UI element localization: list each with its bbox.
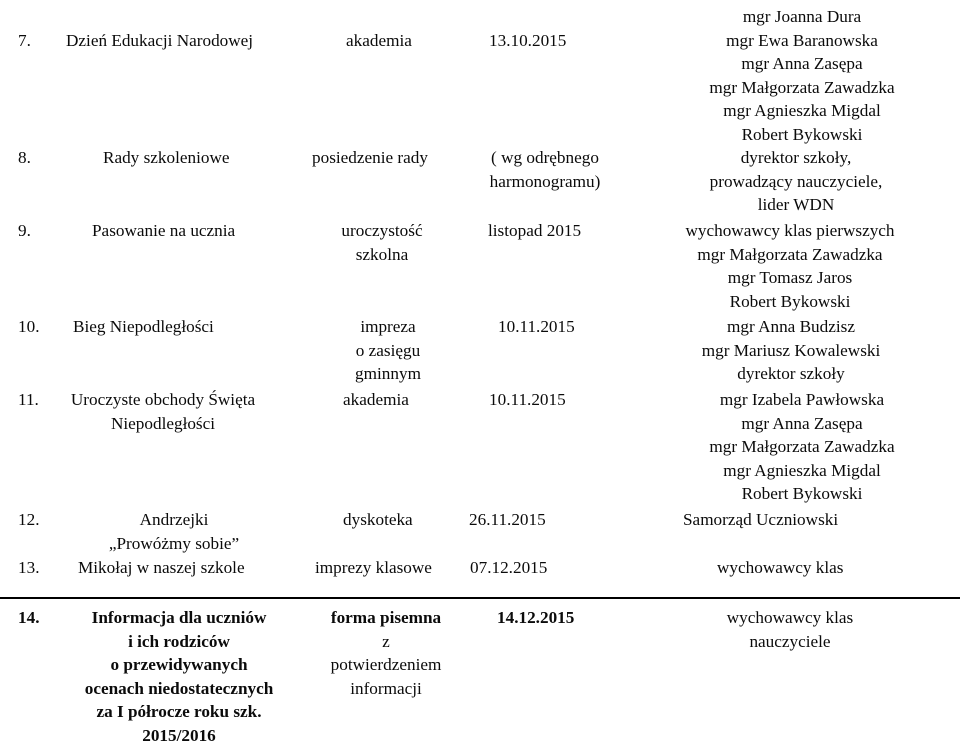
row-13-form: imprezy klasowe bbox=[315, 558, 432, 577]
row-14-event-line: 2015/2016 bbox=[142, 725, 216, 745]
row-13-responsible: wychowawcy klas bbox=[717, 558, 844, 577]
row-9-form-line: szkolna bbox=[355, 244, 409, 264]
row-10-form bbox=[355, 315, 421, 386]
row-7-responsible bbox=[709, 5, 894, 146]
row-14-event bbox=[85, 606, 274, 747]
row-11-responsible bbox=[709, 388, 894, 506]
row-8-event: Rady szkoleniowe bbox=[103, 148, 230, 167]
row-8-responsible-line: prowadzący nauczyciele, bbox=[709, 171, 883, 191]
row-10-responsible-line: mgr Mariusz Kowalewski bbox=[701, 340, 881, 360]
row-7-responsible-line: mgr Anna Zasępa bbox=[741, 54, 863, 73]
row-separator-line bbox=[0, 597, 960, 599]
row-11-event-line: Niepodległości bbox=[110, 413, 216, 433]
row-11-responsible-line: mgr Agnieszka Migdal bbox=[723, 460, 881, 480]
row-9-date: listopad 2015 bbox=[488, 221, 582, 240]
row-14-form-line: informacji bbox=[350, 678, 422, 698]
row-10-responsible bbox=[702, 315, 881, 386]
row-7-form: akademia bbox=[346, 31, 412, 50]
row-9-responsible bbox=[685, 219, 894, 313]
row-10-form-line: impreza bbox=[360, 317, 416, 336]
row-12-event bbox=[109, 508, 239, 555]
row-11-event-line: Uroczyste obchody Święta bbox=[70, 390, 256, 409]
row-9-number: 9. bbox=[18, 221, 31, 240]
row-7-number: 7. bbox=[18, 31, 31, 50]
row-7-date: 13.10.2015 bbox=[489, 31, 567, 50]
row-12-date: 26.11.2015 bbox=[469, 510, 546, 529]
row-7-responsible-line: mgr Agnieszka Migdal bbox=[723, 101, 881, 120]
row-14-date: 14.12.2015 bbox=[497, 608, 575, 627]
row-14-number: 14. bbox=[18, 608, 40, 627]
row-9-responsible-line: mgr Małgorzata Zawadzka bbox=[697, 244, 883, 264]
row-14-form-line: forma pisemna bbox=[330, 608, 442, 627]
row-9-responsible-line: wychowawcy klas pierwszych bbox=[685, 221, 895, 240]
row-11-responsible-line: mgr Małgorzata Zawadzka bbox=[709, 437, 895, 456]
row-14-responsible bbox=[727, 606, 853, 653]
row-7-event: Dzień Edukacji Narodowej bbox=[66, 31, 254, 50]
row-14-form-line: potwierdzeniem bbox=[330, 655, 442, 674]
row-9-form-line: uroczystość bbox=[341, 221, 423, 240]
row-10-date: 10.11.2015 bbox=[498, 317, 575, 336]
row-9-responsible-line: Robert Bykowski bbox=[729, 291, 851, 311]
row-14-form bbox=[331, 606, 442, 700]
row-14-responsible-line: nauczyciele bbox=[749, 631, 831, 651]
row-10-form-line: gminnym bbox=[355, 364, 421, 383]
row-10-responsible-line: dyrektor szkoły bbox=[737, 364, 845, 383]
row-11-responsible-line: mgr Anna Zasępa bbox=[741, 413, 863, 433]
row-7-responsible-line: Robert Bykowski bbox=[741, 124, 863, 144]
row-11-date: 10.11.2015 bbox=[489, 390, 566, 409]
row-8-responsible-line: lider WDN bbox=[757, 195, 835, 214]
row-8-date-line: harmonogramu) bbox=[489, 171, 601, 191]
row-9-event: Pasowanie na ucznia bbox=[92, 221, 236, 240]
row-11-number: 11. bbox=[18, 390, 39, 409]
row-11-responsible-line: Robert Bykowski bbox=[741, 484, 863, 503]
row-8-responsible bbox=[710, 146, 883, 217]
row-7-responsible-line: mgr Małgorzata Zawadzka bbox=[709, 77, 895, 97]
row-10-number: 10. bbox=[18, 317, 40, 336]
row-14-responsible-line: wychowawcy klas bbox=[726, 608, 854, 627]
row-14-event-line: za I półrocze roku szk. bbox=[96, 702, 262, 721]
row-12-form: dyskoteka bbox=[343, 510, 413, 529]
row-13-number: 13. bbox=[18, 558, 40, 577]
row-7-responsible-line: mgr Joanna Dura bbox=[742, 7, 862, 26]
row-14-event-line: ocenach niedostatecznych bbox=[84, 678, 274, 698]
row-13-date: 07.12.2015 bbox=[470, 558, 548, 577]
row-11-event bbox=[71, 388, 255, 435]
row-8-number: 8. bbox=[18, 148, 31, 167]
row-10-event: Bieg Niepodległości bbox=[73, 317, 214, 336]
row-13-event: Mikołaj w naszej szkole bbox=[78, 558, 245, 577]
row-8-date bbox=[490, 146, 601, 193]
row-10-responsible-line: mgr Anna Budzisz bbox=[727, 317, 855, 336]
row-10-form-line: o zasięgu bbox=[355, 340, 421, 360]
row-14-event-line: i ich rodziców bbox=[128, 631, 230, 651]
row-14-event-line: Informacja dla uczniów bbox=[91, 608, 267, 627]
row-14-event-line: o przewidywanych bbox=[110, 655, 248, 674]
row-9-responsible-line: mgr Tomasz Jaros bbox=[727, 268, 853, 287]
row-8-date-line: ( wg odrębnego bbox=[491, 148, 599, 167]
row-12-event-line: Andrzejki bbox=[139, 510, 209, 529]
row-7-responsible-line: mgr Ewa Baranowska bbox=[726, 30, 878, 50]
row-12-event-line: „Prowóżmy sobie” bbox=[108, 533, 240, 553]
row-8-responsible-line: dyrektor szkoły, bbox=[740, 148, 852, 167]
row-12-responsible: Samorząd Uczniowski bbox=[683, 510, 839, 529]
row-14-form-line: z bbox=[382, 631, 390, 651]
row-12-number: 12. bbox=[18, 510, 40, 529]
row-11-responsible-line: mgr Izabela Pawłowska bbox=[719, 390, 885, 409]
row-8-form: posiedzenie rady bbox=[312, 148, 428, 167]
row-11-form: akademia bbox=[343, 390, 409, 409]
row-9-form bbox=[341, 219, 422, 266]
